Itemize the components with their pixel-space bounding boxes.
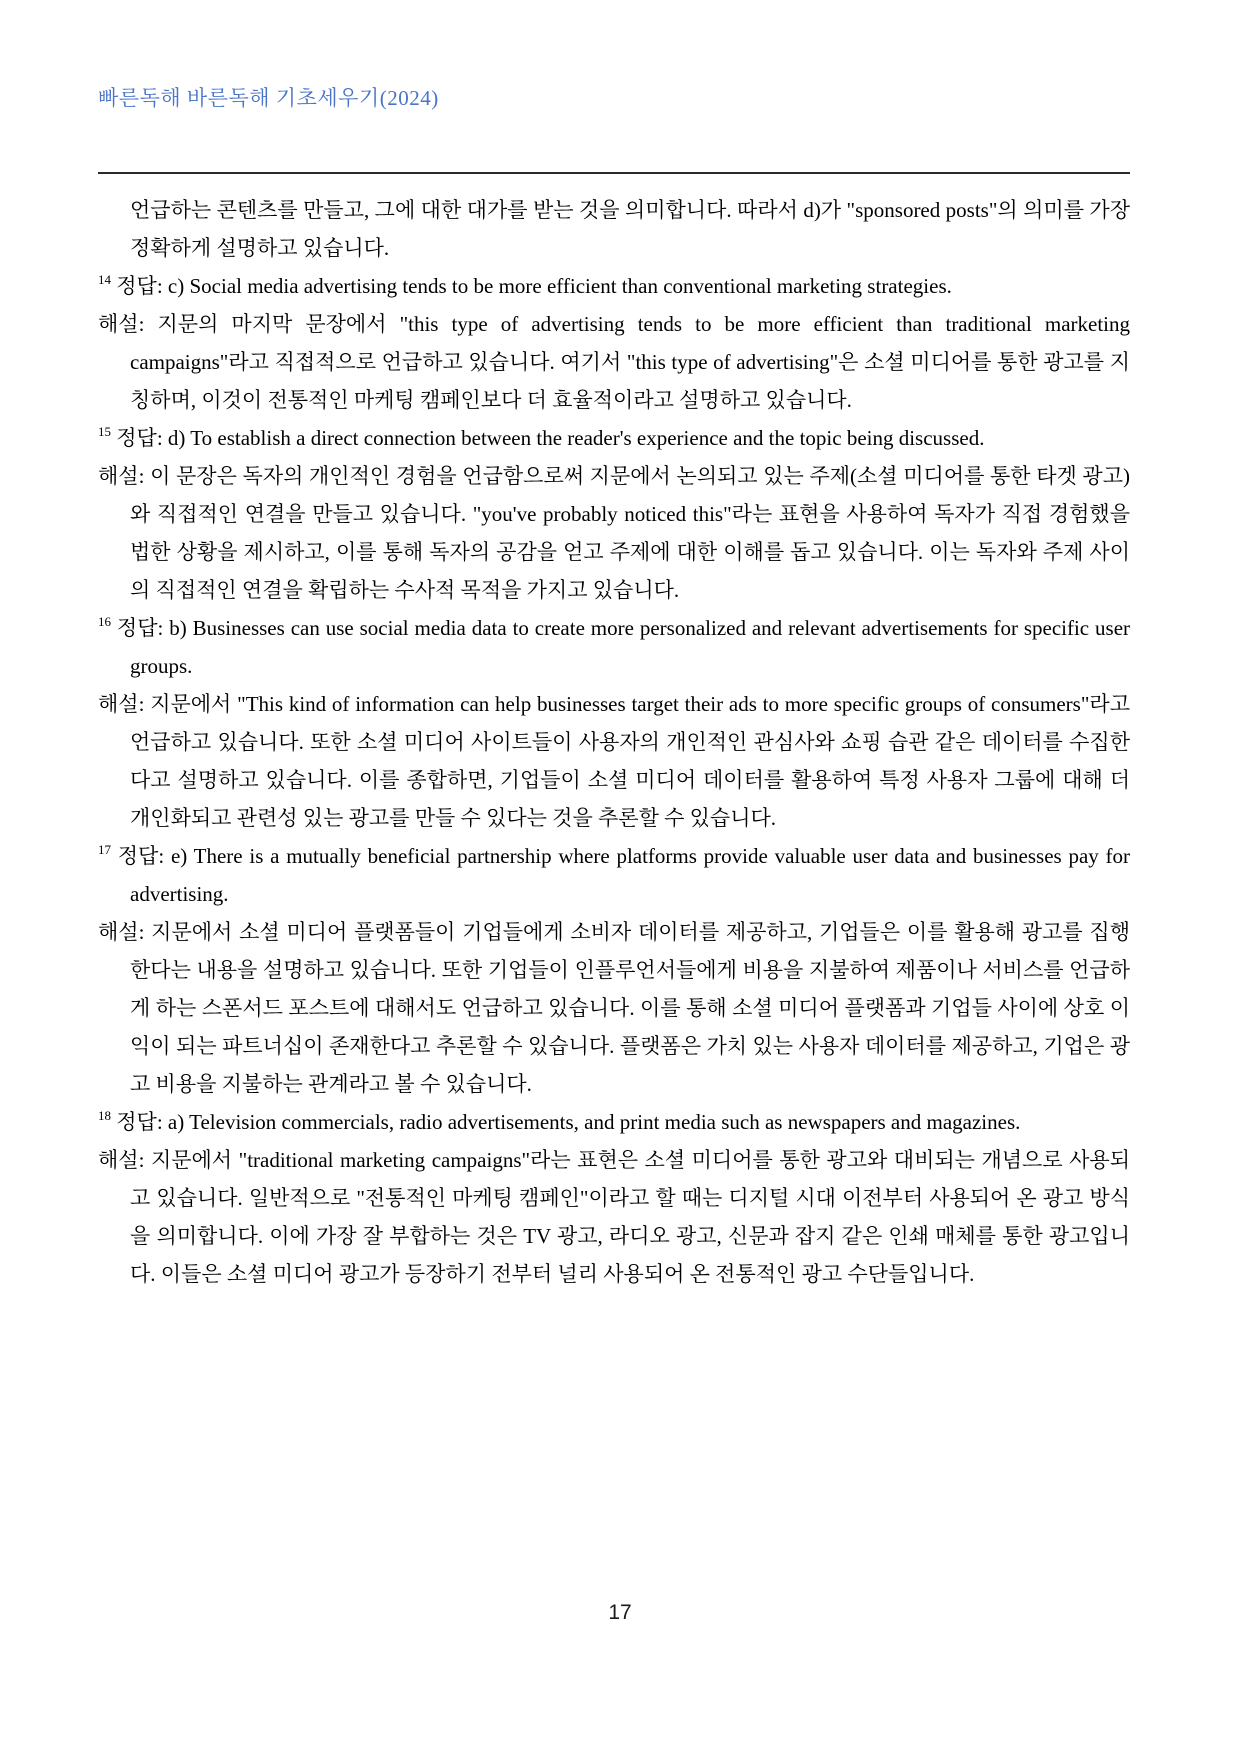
answer-text: c) Social media advertising tends to be more efficient than conventional marketing strategies.: [167, 274, 952, 298]
answer-text: e) There is a mutually beneficial partnership where platforms provide valuable user data and businesses pay for advertising.: [130, 844, 1131, 906]
answer-item-15: [98, 419, 1130, 609]
answer-line: [98, 609, 1130, 685]
explanation-text: 지문에서 "traditional marketing campaigns"라는 표현은 소셜 미디어를 통한 광고와 대비되는 개념으로 사용되고 있습니다. 일반적으로 "전통적인 마케팅 캠페인"이라고 할 때는 디지털 시대 이전부터 사용되어 온 광고 방식을 의미합니다. 이에 가장 잘 부합하는 것은 TV 광고, 라디오 광고, 신문과 잡지 같은 인쇄 매체를 통한 광고입니다. 이들은 소셜 미디어 광고가 등장하기 전부터 널리 사용되어 온 전통적인 광고 수단들입니다.: [130, 1148, 1130, 1286]
answer-text: a) Television commercials, radio advertisements, and print media such as newspapers and magazines.: [167, 1110, 1021, 1134]
explanation-text: 지문에서 "This kind of information can help businesses target their ads to more specific groups of consumers"라고 언급하고 있습니다. 또한 소셜 미디어 사이트들이 사용자의 개인적인 관심사와 쇼핑 습관 같은 데이터를 수집한다고 설명하고 있습니다. 이를 종합하면, 기업들이 소셜 미디어 데이터를 활용하여 특정 사용자 그룹에 대해 더 개인화되고 관련성 있는 광고를 만들 수 있다는 것을 추론할 수 있습니다.: [130, 692, 1130, 830]
answer-item-14: [98, 267, 1130, 419]
explanation-label: 해설:: [98, 1148, 145, 1172]
explanation-line: [98, 913, 1130, 1103]
explanation-label: 해설:: [98, 464, 145, 488]
answer-item-16: [98, 609, 1130, 837]
explanation-text: 지문에서 소셜 미디어 플랫폼들이 기업들에게 소비자 데이터를 제공하고, 기업들은 이를 활용해 광고를 집행한다는 내용을 설명하고 있습니다. 또한 기업들이 인플루언서들에게 비용을 지불하여 제품이나 서비스를 언급하게 하는 스폰서드 포스트에 대해서도 언급하고 있습니다. 이를 통해 소셜 미디어 플랫폼과 기업들 사이에 상호 이익이 되는 파트너십이 존재한다고 추론할 수 있습니다. 플랫폼은 가치 있는 사용자 데이터를 제공하고, 기업은 광고 비용을 지불하는 관계라고 볼 수 있습니다.: [130, 920, 1130, 1096]
explanation-line: [98, 685, 1130, 837]
question-number: 16: [98, 614, 111, 629]
explanation-line: [98, 457, 1130, 609]
explanation-label: 해설:: [98, 312, 145, 336]
header-divider: [98, 172, 1130, 174]
explanation-label: 해설:: [98, 692, 145, 716]
answer-label: 정답:: [116, 616, 164, 640]
page-number: 17: [608, 1601, 632, 1624]
answer-item-17: [98, 837, 1130, 1103]
answer-text: b) Businesses can use social media data to create more personalized and relevant advertisements for specific user groups.: [130, 616, 1131, 678]
answer-label: 정답:: [116, 274, 163, 298]
continued-explanation-paragraph: 언급하는 콘텐츠를 만들고, 그에 대한 대가를 받는 것을 의미합니다. 따라서 d)가 "sponsored posts"의 의미를 가장 정확하게 설명하고 있습니다.: [130, 198, 1130, 260]
answer-item-18: [98, 1103, 1130, 1293]
answer-line: [98, 1103, 1130, 1141]
answer-label: 정답:: [116, 1110, 163, 1134]
answer-line: [98, 419, 1130, 457]
answer-key-body: [98, 191, 1130, 1293]
answer-text: d) To establish a direct connection between the reader's experience and the topic being discussed.: [167, 426, 985, 450]
book-title: 빠른독해 바른독해 기초세우기(2024): [98, 86, 439, 110]
page-footer: [0, 1600, 1240, 1626]
question-number: 18: [98, 1108, 111, 1123]
answer-label: 정답:: [116, 426, 163, 450]
explanation-text: 이 문장은 독자의 개인적인 경험을 언급함으로써 지문에서 논의되고 있는 주제(소셜 미디어를 통한 타겟 광고)와 직접적인 연결을 만들고 있습니다. "you've probably noticed this"라는 표현을 사용하여 독자가 직접 경험했을 법한 상황을 제시하고, 이를 통해 독자의 공감을 얻고 주제에 대한 이해를 돕고 있습니다. 이는 독자와 주제 사이의 직접적인 연결을 확립하는 수사적 목적을 가지고 있습니다.: [130, 464, 1131, 602]
page-header: [98, 84, 1130, 112]
question-number: 14: [98, 272, 111, 287]
question-number: 17: [98, 842, 111, 857]
question-number: 15: [98, 424, 111, 439]
explanation-text: 지문의 마지막 문장에서 "this type of advertising tends to be more efficient than traditional marketing campaigns"라고 직접적으로 언급하고 있습니다. 여기서 "this type of advertising"은 소셜 미디어를 통한 광고를 지칭하며, 이것이 전통적인 마케팅 캠페인보다 더 효율적이라고 설명하고 있습니다.: [130, 312, 1130, 412]
explanation-label: 해설:: [98, 920, 145, 944]
explanation-line: [98, 305, 1130, 419]
answer-line: [98, 267, 1130, 305]
answer-label: 정답:: [117, 844, 165, 868]
explanation-line: [98, 1141, 1130, 1293]
answer-line: [98, 837, 1130, 913]
